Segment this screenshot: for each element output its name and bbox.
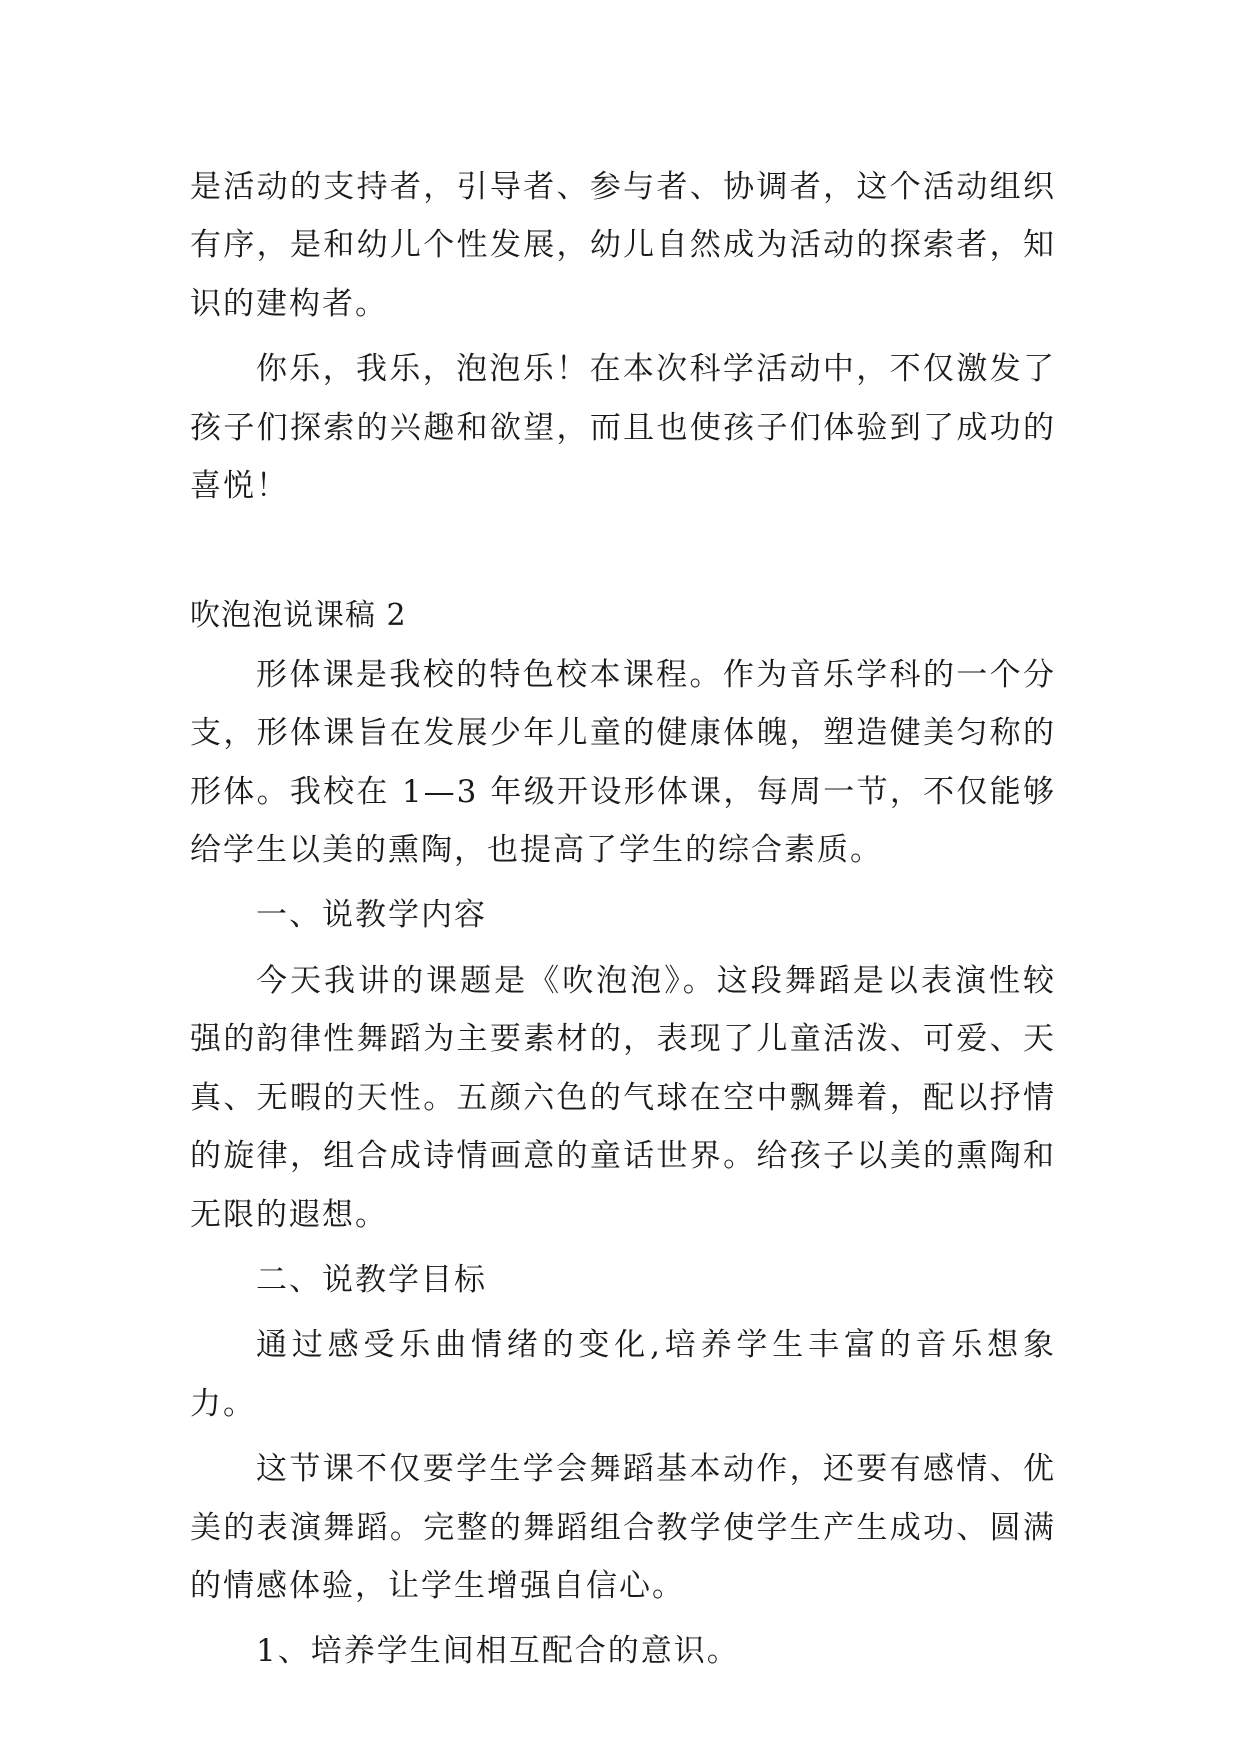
- paragraph-spacing: [190, 1244, 1056, 1251]
- paragraph-teaching-content: 今天我讲的课题是《吹泡泡》。这段舞蹈是以表演性较强的韵律性舞蹈为主要素材的，表现了儿童活泼、可爱、天真、无暇的天性。五颜六色的气球在空中飘舞着，配以抒情的旋律，组合成诗情画意的童话世界。给孩子以美的熏陶和无限的遐想。: [190, 962, 1056, 1233]
- document-body: [190, 158, 1056, 1681]
- section-spacing: [190, 515, 1056, 587]
- paragraph-spacing: [190, 945, 1056, 952]
- paragraph-conclusion: 你乐，我乐，泡泡乐！在本次科学活动中，不仅激发了孩子们探索的兴趣和欲望，而且也使孩子们体验到了成功的喜悦！: [190, 351, 1056, 505]
- list-item-cooperation: 1、培养学生间相互配合的意识。: [256, 1633, 740, 1670]
- paragraph-spacing: [190, 879, 1056, 886]
- paragraph-intro: 形体课是我校的特色校本课程。作为音乐学科的一个分支，形体课旨在发展少年儿童的健康体魄，塑造健美匀称的形体。我校在 1—3 年级开设形体课，每周一节，不仅能够给学生以美的熏陶，也提高了学生的综合素质。: [190, 656, 1056, 869]
- subheading-teaching-content: 一、说教学内容: [256, 897, 487, 934]
- paragraph-goal-imagination: 通过感受乐曲情绪的变化,培养学生丰富的音乐想象力。: [190, 1327, 1056, 1422]
- paragraph-spacing: [190, 333, 1056, 340]
- paragraph-spacing: [190, 1433, 1056, 1440]
- paragraph-spacing: [190, 1615, 1056, 1622]
- paragraph-goal-performance: 这节课不仅要学生学会舞蹈基本动作，还要有感情、优美的表演舞蹈。完整的舞蹈组合教学使学生产生成功、圆满的情感体验，让学生增强自信心。: [190, 1451, 1056, 1604]
- paragraph-continuation: 是活动的支持者，引导者、参与者、协调者，这个活动组织有序，是和幼儿个性发展，幼儿自然成为活动的探索者，知识的建构者。: [190, 169, 1056, 322]
- paragraph-spacing: [190, 1309, 1056, 1316]
- section-title: 吹泡泡说课稿 2: [190, 598, 407, 634]
- subheading-teaching-goals: 二、说教学目标: [256, 1261, 487, 1298]
